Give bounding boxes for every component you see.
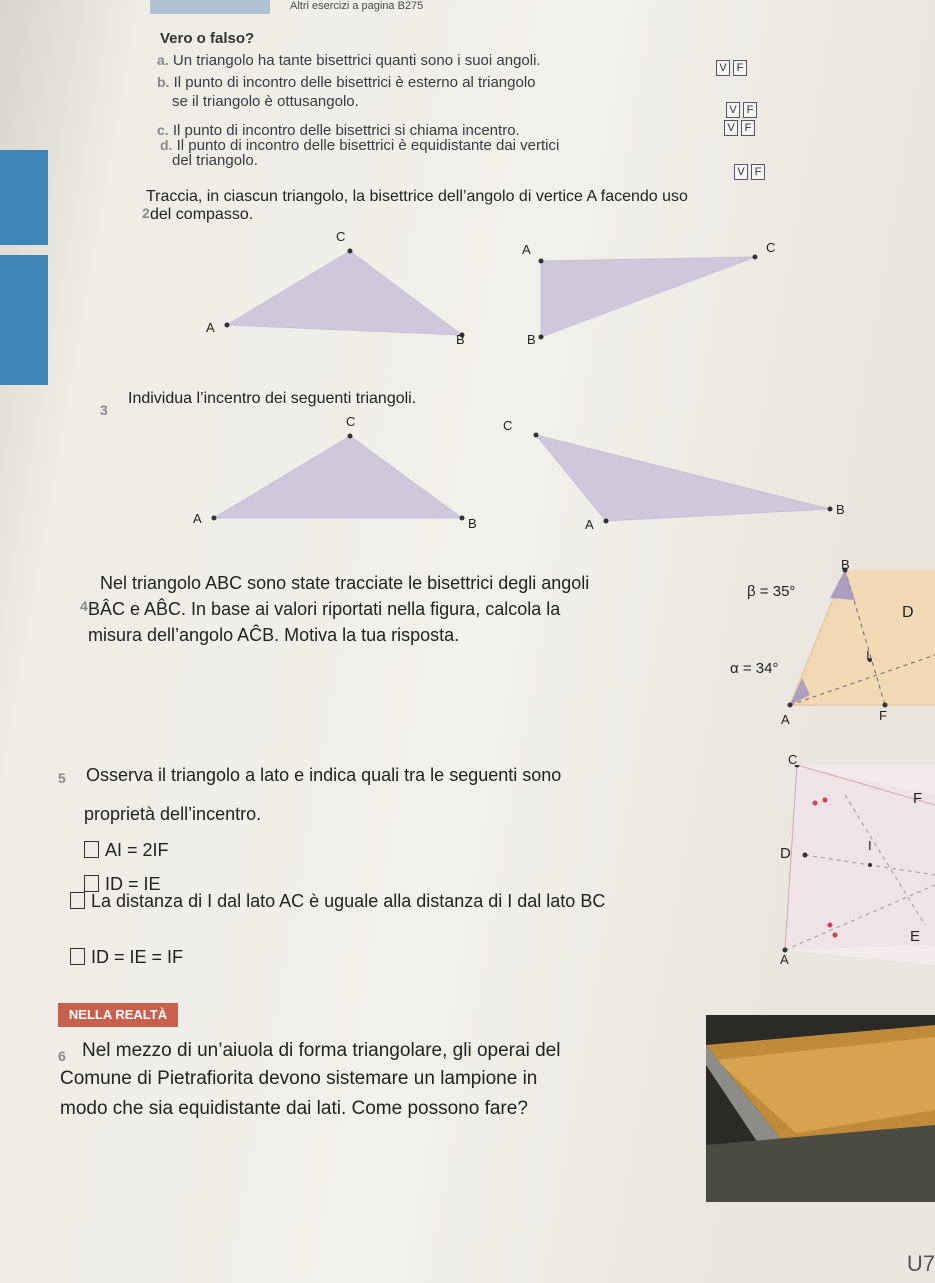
label-i-4: I bbox=[866, 648, 870, 663]
label-b-2a: B bbox=[456, 332, 465, 347]
label-a-5: A bbox=[780, 952, 789, 967]
tf-answer-b[interactable]: V F bbox=[726, 100, 760, 118]
exercise-2-text: Traccia, in ciascun triangolo, la bisettrice dell’angolo di vertice A facendo uso bbox=[146, 188, 688, 205]
exercise-4-line2: BÂC e AB̂C. In base ai valori riportati nella figura, calcola la bbox=[88, 599, 561, 619]
tf-answer-d[interactable]: V F bbox=[734, 162, 768, 180]
label-e-5: E bbox=[910, 928, 921, 945]
option-3[interactable]: La distanza di I dal lato AC è uguale alla distanza di I dal lato BC bbox=[70, 891, 605, 912]
label-a-4: A bbox=[781, 712, 790, 727]
tf-item-d-cont: del triangolo. bbox=[172, 152, 258, 169]
checkbox[interactable] bbox=[84, 841, 99, 858]
triangle-2a bbox=[200, 225, 490, 355]
label-c-2b: C bbox=[766, 240, 776, 255]
label-f-5: F bbox=[913, 790, 923, 807]
page-number: U7 bbox=[906, 1251, 935, 1276]
tf-item-b: b. Il punto di incontro delle bisettrici è esterno al triangolo bbox=[157, 74, 536, 91]
exercise-5-line1: Osserva il triangolo a lato e indica quali tra le seguenti sono bbox=[86, 765, 562, 785]
checkbox[interactable] bbox=[70, 948, 85, 965]
option-1[interactable]: AI = 2IF bbox=[84, 840, 169, 861]
triangle-2b bbox=[525, 245, 785, 345]
option-2[interactable]: ID = IE bbox=[84, 874, 161, 895]
exercise-2-number: 2 bbox=[142, 205, 150, 221]
label-d-4: D bbox=[902, 604, 914, 621]
label-a-2b: A bbox=[522, 242, 531, 257]
tf-answer-c[interactable]: V F bbox=[724, 118, 758, 136]
tf-item-c: c. Il punto di incontro delle bisettrici si chiama incentro. bbox=[157, 122, 520, 139]
exercise-3-number: 3 bbox=[100, 402, 108, 418]
tf-item-a: a. Un triangolo ha tante bisettrici quanti sono i suoi angoli. bbox=[157, 52, 541, 69]
label-b-2b: B bbox=[527, 332, 536, 347]
flowerbed-photo bbox=[706, 1015, 935, 1202]
label-a-3b: A bbox=[585, 517, 594, 532]
option-4[interactable]: ID = IE = IF bbox=[70, 947, 183, 968]
exercise-4-line1: Nel triangolo ABC sono state tracciate le bisettrici degli angoli bbox=[100, 573, 590, 593]
checkbox[interactable] bbox=[84, 875, 99, 892]
photo-illustration bbox=[706, 1015, 935, 1202]
header-tab bbox=[150, 0, 270, 14]
exercise-5-line2: proprietà dell’incentro. bbox=[84, 804, 262, 824]
triangle-3a bbox=[200, 420, 490, 530]
true-false-title: Vero o falso? bbox=[160, 30, 255, 47]
beta-angle-label: β = 35° bbox=[747, 583, 796, 600]
label-c-3a: C bbox=[346, 414, 356, 429]
label-b-3a: B bbox=[468, 516, 477, 531]
margin-band bbox=[0, 150, 48, 245]
exercise-6-number: 6 bbox=[58, 1048, 66, 1064]
tf-answer-a[interactable]: V F bbox=[716, 58, 750, 76]
label-a-3a: A bbox=[193, 511, 202, 526]
label-d-5: D bbox=[780, 845, 791, 862]
checkbox[interactable] bbox=[70, 892, 85, 909]
exercise-6-line1: Nel mezzo di un’aiuola di forma triangolare, gli operai del bbox=[82, 1040, 561, 1061]
label-b-3b: B bbox=[836, 502, 845, 517]
tf-item-d: d. Il punto di incontro delle bisettrici è equidistante dai vertici bbox=[160, 137, 560, 154]
exercise-4-line3: misura dell’angolo AĈB. Motiva la tua risposta. bbox=[88, 625, 460, 645]
alpha-angle-label: α = 34° bbox=[730, 660, 779, 677]
exercise-3-text: Individua l’incentro dei seguenti triangoli. bbox=[128, 390, 417, 407]
label-f-4: F bbox=[879, 708, 887, 723]
exercise-4-number: 4 bbox=[80, 598, 88, 614]
label-i-5: I bbox=[868, 838, 872, 853]
exercise-2-text-cont: del compasso. bbox=[150, 206, 254, 223]
label-a-2a: A bbox=[206, 320, 215, 335]
tf-item-b-cont: se il triangolo è ottusangolo. bbox=[172, 93, 359, 110]
header-ref: Altri esercizi a pagina B275 bbox=[290, 0, 424, 12]
triangle-3b bbox=[520, 425, 850, 535]
section-tag: NELLA REALTÀ bbox=[58, 1003, 178, 1027]
label-b-4: B bbox=[841, 557, 850, 572]
exercise-6-line3: modo che sia equidistante dai lati. Come possono fare? bbox=[60, 1098, 528, 1119]
label-c-2a: C bbox=[336, 229, 346, 244]
label-c-3b: C bbox=[503, 418, 513, 433]
exercise-5-number: 5 bbox=[58, 770, 66, 786]
exercise-6-line2: Comune di Pietrafiorita devono sistemare un lampione in bbox=[60, 1068, 538, 1089]
margin-band bbox=[0, 255, 48, 385]
label-c-5: C bbox=[788, 752, 798, 767]
